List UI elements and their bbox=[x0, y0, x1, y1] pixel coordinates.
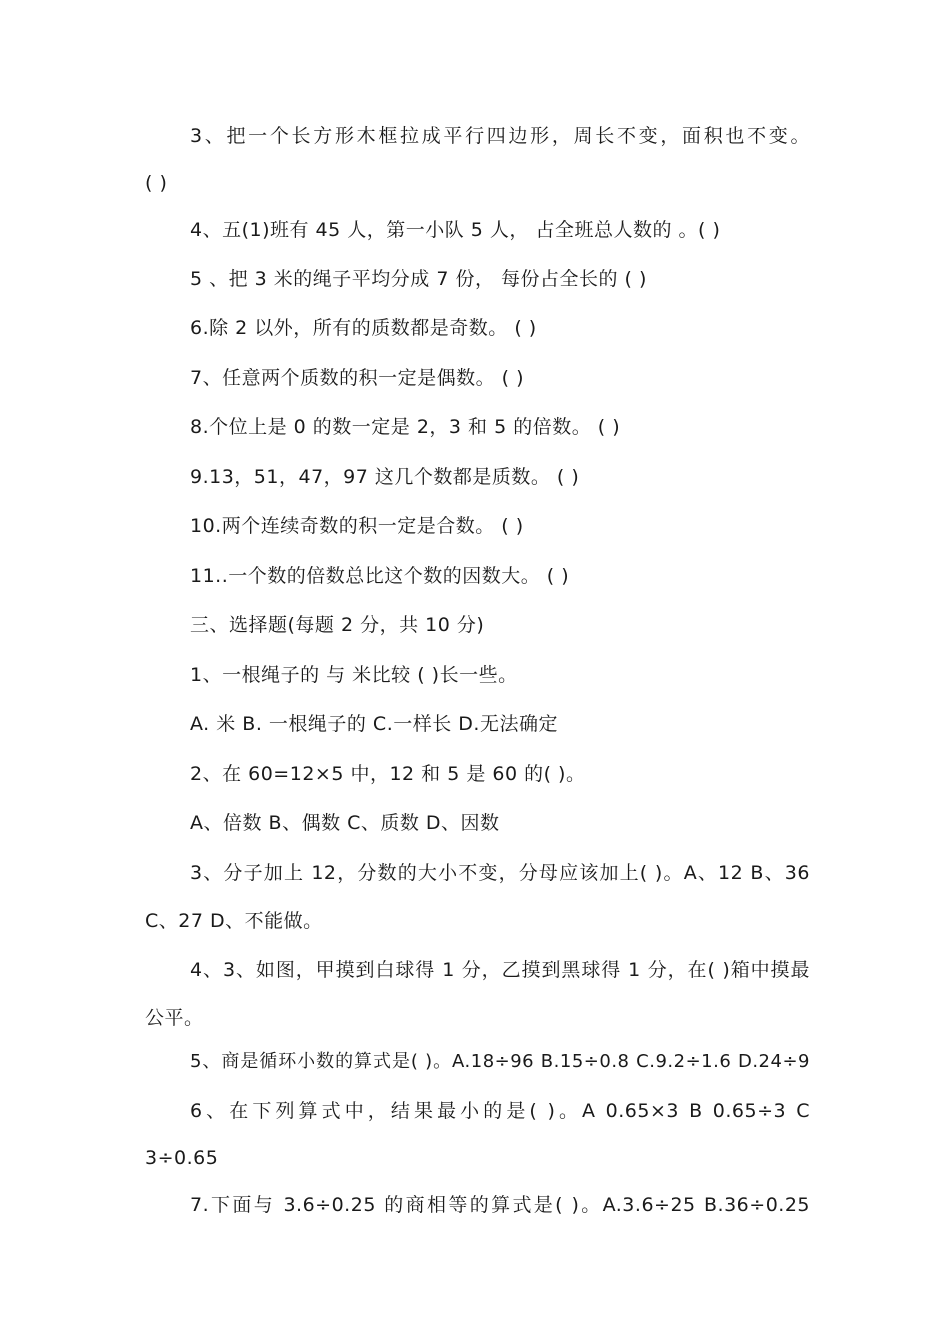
text-line: 11..一个数的倍数总比这个数的因数大。 ( ) bbox=[190, 565, 570, 587]
text-line: ( ) bbox=[145, 172, 168, 194]
text-line: 1、一根绳子的 与 米比较 ( )长一些。 bbox=[190, 664, 518, 686]
text-line: 7、任意两个质数的积一定是偶数。 ( ) bbox=[190, 367, 524, 389]
text-line: 10.两个连续奇数的积一定是合数。 ( ) bbox=[190, 515, 524, 537]
text-line: 3、分子加上 12，分数的大小不变，分母应该加上( )。A、12 B、36 bbox=[190, 862, 810, 884]
text-line: 2、在 60=12×5 中，12 和 5 是 60 的( )。 bbox=[190, 763, 586, 785]
text-line: 8.个位上是 0 的数一定是 2，3 和 5 的倍数。 ( ) bbox=[190, 416, 621, 438]
text-line: C、27 D、不能做。 bbox=[145, 910, 323, 932]
text-line: A. 米 B. 一根绳子的 C.一样长 D.无法确定 bbox=[190, 713, 558, 735]
text-line: A、倍数 B、偶数 C、质数 D、因数 bbox=[190, 812, 500, 834]
text-line: 3÷0.65 bbox=[145, 1147, 219, 1169]
text-line: 5 、把 3 米的绳子平均分成 7 份， 每份占全长的 ( ) bbox=[190, 268, 647, 290]
text-line: 6、在下列算式中，结果最小的是( )。A 0.65×3 B 0.65÷3 C bbox=[190, 1100, 810, 1122]
text-line: 9.13，51，47，97 这几个数都是质数。 ( ) bbox=[190, 466, 580, 488]
text-line: 7.下面与 3.6÷0.25 的商相等的算式是( )。A.3.6÷25 B.36÷0.25 bbox=[190, 1194, 810, 1216]
text-line: 3、把一个长方形木框拉成平行四边形，周长不变，面积也不变。 bbox=[190, 125, 810, 147]
text-line: 4、3、如图，甲摸到白球得 1 分，乙摸到黑球得 1 分，在( )箱中摸最 bbox=[190, 959, 810, 981]
text-line: 4、五(1)班有 45 人，第一小队 5 人， 占全班总人数的 。( ) bbox=[190, 219, 721, 241]
text-line: 5、商是循环小数的算式是( )。A.18÷96 B.15÷0.8 C.9.2÷1.6 D.24÷9 bbox=[190, 1051, 810, 1072]
section-heading: 三、选择题(每题 2 分，共 10 分) bbox=[190, 614, 485, 636]
text-line: 6.除 2 以外，所有的质数都是奇数。 ( ) bbox=[190, 317, 537, 339]
text-line: 公平。 bbox=[145, 1007, 204, 1029]
